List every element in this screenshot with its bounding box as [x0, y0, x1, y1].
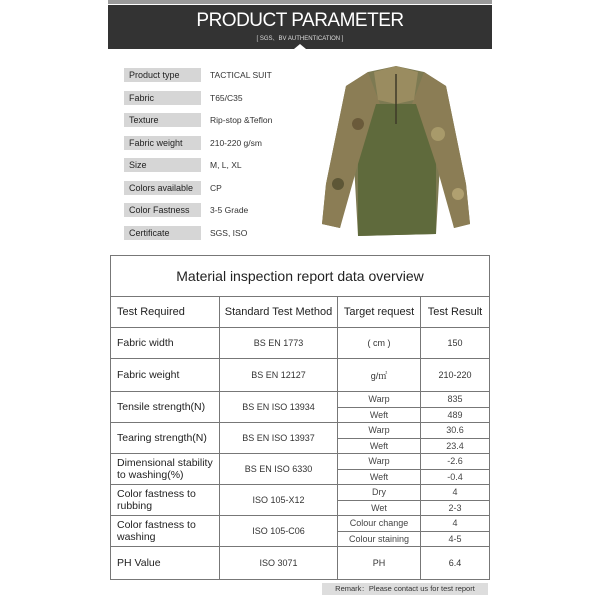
header-method: Standard Test Method: [220, 297, 338, 328]
test-method: BS EN 12127: [220, 359, 338, 392]
result: 23.4: [421, 438, 490, 454]
table-row: [111, 547, 490, 580]
table-title: Material inspection report data overview: [111, 256, 490, 297]
banner-pointer: [294, 44, 306, 49]
table-row: [111, 485, 490, 501]
param-row: [124, 199, 272, 222]
test-name: Color fastness to washing: [111, 516, 220, 547]
param-row: [124, 87, 272, 110]
param-row: [124, 222, 272, 245]
result: -2.6: [421, 454, 490, 470]
result: -0.4: [421, 469, 490, 485]
target: Weft: [338, 407, 421, 423]
table-row: [111, 423, 490, 439]
header-test-required: Test Required: [111, 297, 220, 328]
param-value: 210-220 g/sm: [210, 137, 262, 148]
test-method: BS EN ISO 6330: [220, 454, 338, 485]
param-value: CP: [210, 182, 222, 193]
param-label: Fabric weight: [124, 136, 201, 150]
test-name: Tensile strength(N): [111, 392, 220, 423]
test-name: Tearing strength(N): [111, 423, 220, 454]
target: Wet: [338, 500, 421, 516]
param-label: Product type: [124, 68, 201, 82]
parameter-list: [124, 64, 272, 244]
result: 835: [421, 392, 490, 408]
test-method: BS EN ISO 13934: [220, 392, 338, 423]
result: 210-220: [421, 359, 490, 392]
table-row: [111, 359, 490, 392]
tactical-shirt-image: [318, 64, 474, 242]
param-label: Colors available: [124, 181, 201, 195]
target: ( cm ): [338, 328, 421, 359]
param-label: Fabric: [124, 91, 201, 105]
target: Dry: [338, 485, 421, 501]
target: Warp: [338, 423, 421, 439]
target: g/㎡: [338, 359, 421, 392]
param-value: SGS, ISO: [210, 227, 248, 238]
param-label: Texture: [124, 113, 201, 127]
param-value: TACTICAL SUIT: [210, 70, 272, 81]
table-row: [111, 516, 490, 532]
target: Colour change: [338, 516, 421, 532]
header-target: Target request: [338, 297, 421, 328]
param-value: M, L, XL: [210, 160, 242, 171]
param-row: [124, 109, 272, 132]
param-label: Color Fastness: [124, 203, 201, 217]
test-name: Dimensional stability to washing(%): [111, 454, 220, 485]
param-row: [124, 154, 272, 177]
test-name: Color fastness to rubbing: [111, 485, 220, 516]
param-label: Certificate: [124, 226, 201, 240]
param-value: Rip-stop &Teflon: [210, 115, 273, 126]
test-name: Fabric width: [111, 328, 220, 359]
result: 2-3: [421, 500, 490, 516]
result: 489: [421, 407, 490, 423]
result: 150: [421, 328, 490, 359]
test-method: BS EN ISO 13937: [220, 423, 338, 454]
target: Weft: [338, 469, 421, 485]
page-title: PRODUCT PARAMETER: [196, 10, 404, 31]
result: 4-5: [421, 531, 490, 547]
table-header-row: [111, 297, 490, 328]
result: 30.6: [421, 423, 490, 439]
result: 4: [421, 516, 490, 532]
table-row: [111, 454, 490, 470]
test-method: ISO 105-X12: [220, 485, 338, 516]
top-divider: [108, 0, 492, 4]
inspection-table: [110, 255, 490, 580]
param-row: [124, 64, 272, 87]
table-row: [111, 392, 490, 408]
param-label: Size: [124, 158, 201, 172]
param-value: 3-5 Grade: [210, 205, 249, 216]
param-row: [124, 132, 272, 155]
target: Warp: [338, 454, 421, 470]
target: Weft: [338, 438, 421, 454]
param-value: T65/C35: [210, 92, 243, 103]
param-row: [124, 177, 272, 200]
test-method: BS EN 1773: [220, 328, 338, 359]
target: Colour staining: [338, 531, 421, 547]
test-method: ISO 105-C06: [220, 516, 338, 547]
result: 6.4: [421, 547, 490, 580]
remark-note: Remark：Please contact us for test report: [322, 583, 488, 595]
test-method: ISO 3071: [220, 547, 338, 580]
page-subtitle: [ SGS、BV AUTHENTICATION ]: [256, 36, 344, 42]
header-banner: [108, 5, 492, 49]
test-name: PH Value: [111, 547, 220, 580]
test-name: Fabric weight: [111, 359, 220, 392]
table-row: [111, 328, 490, 359]
target: PH: [338, 547, 421, 580]
target: Warp: [338, 392, 421, 408]
header-result: Test Result: [421, 297, 490, 328]
result: 4: [421, 485, 490, 501]
